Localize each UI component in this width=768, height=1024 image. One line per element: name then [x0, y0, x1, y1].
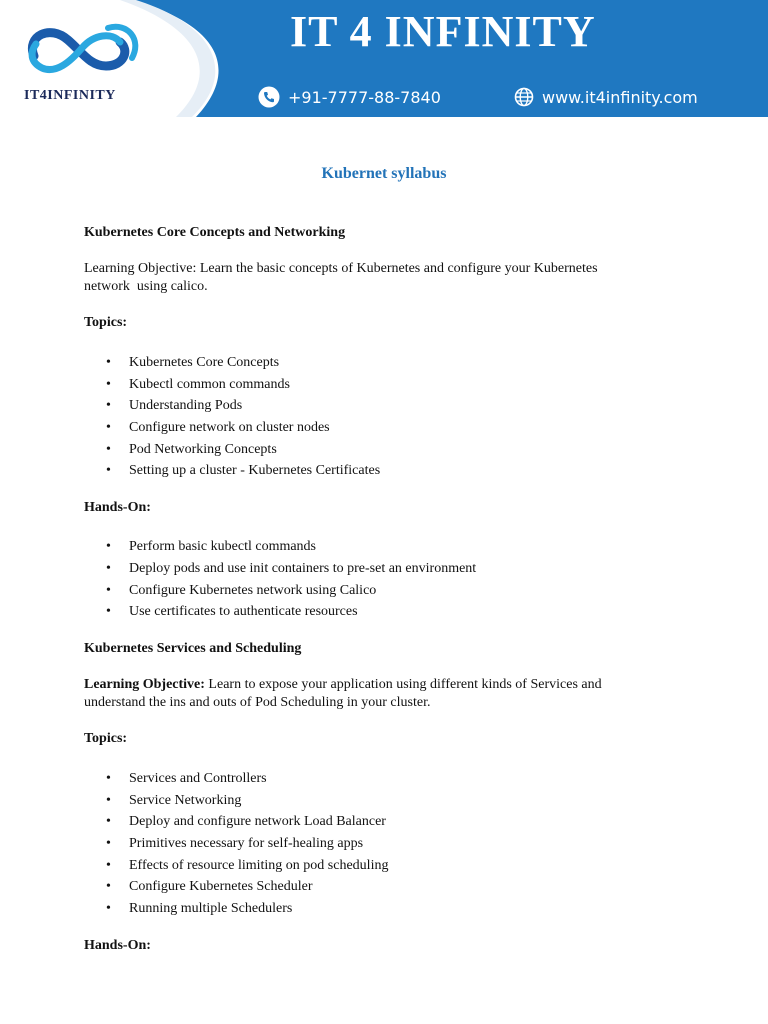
topics-list — [84, 352, 664, 482]
list-item: • Configure network on cluster nodes — [129, 417, 664, 439]
list-item: • Deploy and configure network Load Balancer — [129, 811, 664, 833]
topics-label: Topics: — [84, 315, 128, 330]
learning-objective-line: network using calico. — [84, 279, 208, 294]
list-item: • Primitives necessary for self-healing apps — [129, 833, 664, 855]
list-item: • Setting up a cluster - Kubernetes Certificates — [129, 460, 664, 482]
learning-objective-label: Learning Objective: — [84, 676, 205, 692]
list-item: • Configure Kubernetes network using Calico — [129, 580, 664, 602]
phone-number: +91-7777-88-7840 — [288, 87, 441, 107]
list-item: • Perform basic kubectl commands — [129, 536, 664, 558]
topics-list — [84, 768, 664, 920]
section-heading-services: Kubernetes Services and Scheduling — [84, 640, 302, 656]
brand-title: IT 4 INFINITY — [290, 7, 596, 56]
list-item: • Deploy pods and use init containers to pre-set an environment — [129, 558, 664, 580]
list-item: • Pod Networking Concepts — [129, 439, 664, 461]
list-item: • Use certificates to authenticate resources — [129, 601, 664, 623]
learning-objective-line: understand the ins and outs of Pod Scheduling in your cluster. — [84, 694, 431, 710]
list-item: • Kubectl common commands — [129, 374, 664, 396]
list-item: • Understanding Pods — [129, 395, 664, 417]
website-url: www.it4infinity.com — [542, 87, 698, 107]
header-banner — [0, 0, 768, 117]
logo-wordmark: IT4INFINITY — [24, 88, 116, 103]
hands-on-label: Hands-On: — [84, 937, 151, 953]
syllabus-content — [84, 224, 664, 955]
website-link[interactable] — [514, 85, 698, 109]
hands-on-list — [84, 536, 664, 623]
hands-on-label: Hands-On: — [84, 500, 151, 516]
list-item: • Services and Controllers — [129, 768, 664, 790]
document-title: Kubernet syllabus — [321, 165, 447, 182]
phone-icon — [258, 86, 280, 108]
list-item: • Effects of resource limiting on pod scheduling — [129, 855, 664, 877]
phone-contact[interactable] — [258, 85, 441, 109]
learning-objective-text: Learn to expose your application using different kinds of Services and — [204, 676, 602, 692]
learning-objective-line: Learning Objective: Learn the basic concepts of Kubernetes and configure your Kubernetes — [84, 261, 598, 276]
section-heading-core-concepts: Kubernetes Core Concepts and Networking — [84, 225, 346, 240]
globe-icon — [514, 87, 534, 107]
list-item: • Configure Kubernetes Scheduler — [129, 876, 664, 898]
topics-label: Topics: — [84, 730, 128, 746]
list-item: • Running multiple Schedulers — [129, 898, 664, 920]
learning-objective-line — [84, 676, 664, 694]
list-item: • Service Networking — [129, 790, 664, 812]
list-item: • Kubernetes Core Concepts — [129, 352, 664, 374]
